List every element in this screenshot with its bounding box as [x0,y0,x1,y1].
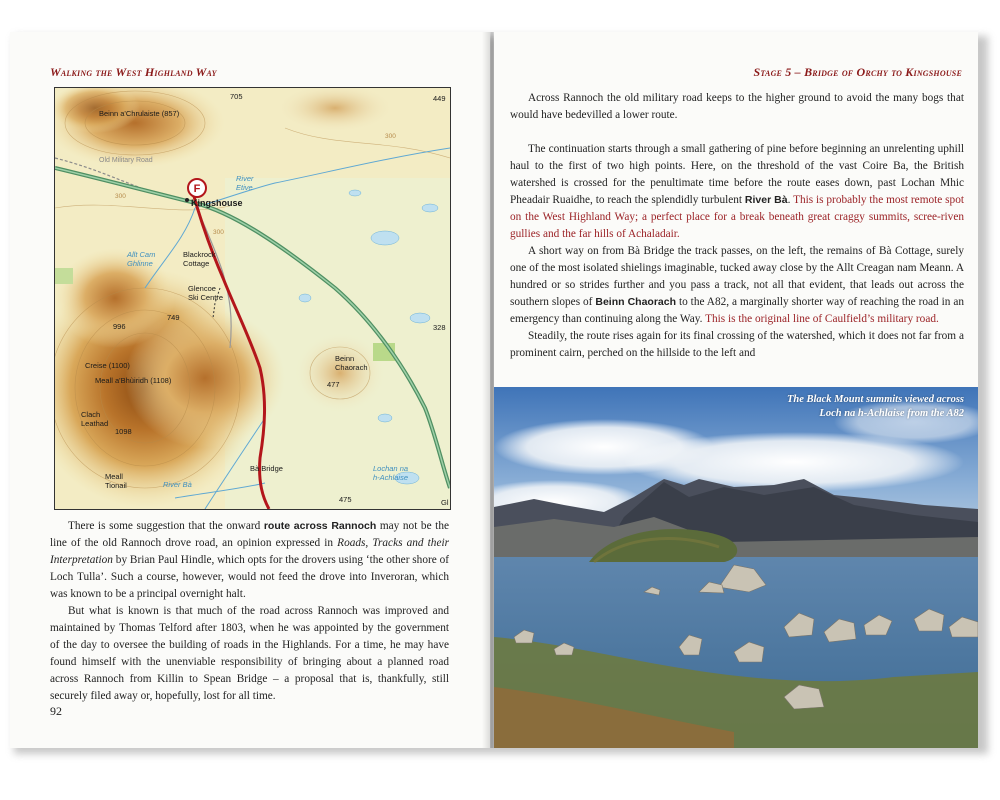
spot-height-749: 749 [167,313,180,322]
paragraph-gap [510,124,964,141]
spot-height-1098: 1098 [115,427,132,436]
label-glencoe-ski-centre: Glencoe Ski Centre [188,284,224,302]
text-run: Across Rannoch the old military road keeps to the higher ground to avoid the many bogs that would have bedevilled a lower route. [510,92,964,121]
text-run: There is some suggestion that the onward [68,520,264,532]
text-run: to the A82, a marginally shorter way of reaching the road in an emergency than continuing along the Way. [510,296,965,325]
spot-height-996: 996 [113,322,126,331]
highlighted-text: This is the original line of Caulfield’s military road. [705,313,939,325]
label-beinn-chaorach: Beinn Chaorach [335,354,368,372]
spot-height-449: 449 [433,94,446,103]
stage-finish-letter: F [193,183,201,195]
label-river-etive: River Etive [236,174,254,192]
right-body-text [510,90,964,362]
photo-graphic [494,387,978,748]
right-running-head: Stage 5 – Bridge of Orchy to Kingshouse [753,65,962,79]
text-run: A short way on from Bà Bridge the track passes, on the left, the remains of Bà Cottage, surely one of the most isolated shielings imaginable, tucked away close by the Allt Creagan nam Meann. A hundred or so strides further and you pass a track, not all that evident, that leads out across the southern slopes of [510,245,964,308]
label-blackrock-cottage: Blackrock Cottage [183,250,216,268]
label-beinn-a-chrulaiste: Beinn a'Chrulaiste (857) [99,109,180,118]
label-ba-bridge: Bà Bridge [250,464,283,473]
woodland-patch-west [55,268,73,284]
right_page-paragraph [510,90,964,124]
spot-height-328: 328 [433,323,446,332]
label-allt-cam-ghlinne: Allt Cam Ghlinne [127,250,156,268]
left-body-text [50,518,449,705]
label-river-ba: River Bà [163,480,192,489]
label-creise: Creise (1100) [85,361,130,370]
label-meall-a-bhuiridh: Meall a'Bhùiridh (1108) [95,376,172,385]
hill-beinn-chaorach [295,333,385,413]
photo-caption-text: The Black Mount summits viewed across Loch na h-Achlaise from the A82 [786,394,964,419]
label-lochan-na-h-achlaise: Lochan na h-Achlaise [373,464,409,482]
label-map-edge: Gl [441,498,449,507]
spot-height-477: 477 [327,380,340,389]
text-run: . [787,194,794,206]
text-run: Roads, Tracks and their Interpretation [50,537,449,566]
contour-label-1: 300 [213,229,224,236]
page-number: 92 [50,704,62,718]
landscape-photo [494,387,978,748]
label-clach-leathad: Clach Leathad [81,410,109,428]
route-map [54,87,451,510]
bold-term: River Bà [744,194,788,206]
kingshouse-dot [185,198,189,202]
text-run: But what is known is that much of the road across Rannoch was improved and maintained by Thomas Telford after 1803, when he was appointed by the government of the day to oversee the building of roads in the Highlands. For a time, he may have found himself with the unenviable responsibility of bringing about a planned road across Rannoch from Killin to Spean Bridge – a proposal that is, thankfully, still securely filed away or, hopefully, lost for all time. [50,605,449,702]
right_page-paragraph [510,141,964,243]
left_page-paragraph [50,603,449,705]
contour-label-3: 300 [115,193,126,200]
label-meall-tionail: Meall Tionail [105,472,127,490]
spot-height-705: 705 [230,92,243,101]
contour-label-2: 300 [385,133,396,140]
left_page-paragraph [50,518,449,603]
left-running-head: Walking the West Highland Way [50,65,217,79]
left-page [10,32,490,748]
text-run: Steadily, the route rises again for its final crossing of the watershed, which it does not far from a prominent cairn, perched on the hillside to the left and [510,330,964,359]
spot-height-475: 475 [339,495,352,504]
right-page [494,32,978,748]
label-old-military-road: Old Military Road [99,157,153,164]
map-graphic [55,88,450,509]
text-run: may not be the line of the old Rannoch drove road, an opinion expressed in [50,520,449,549]
hill-996 [55,248,175,348]
bold-term: Beinn Chaorach [595,296,677,308]
text-run: The continuation starts through a small gathering of pine before beginning an unrelenting uphill haul to the first of two high points. Here, on the threshold of the vast Coire Ba, the British watershed is crossed for the penultimate time before the route eases down, past Lochan Mhic Pheadair Ruaidhe, to reach the splendidly turbulent [510,143,964,206]
text-run: by Brian Paul Hindle, which opts for the drovers using ‘the other shore of Loch Tulla’. Such a course, however, would not feed the drove into Inveroran, which was known to be a principal overnight halt. [50,554,449,600]
photo-caption [787,393,964,421]
bold-term: route across Rannoch [263,520,377,532]
right_page-paragraph [510,243,964,328]
label-kingshouse: Kingshouse [191,198,243,208]
highlighted-text: This is probably the most remote spot on the West Highland Way; a perfect place for a break beneath great craggy summits, scree-riven gullies and the far hills of Achaladair. [510,194,964,240]
right_page-paragraph [510,328,964,362]
